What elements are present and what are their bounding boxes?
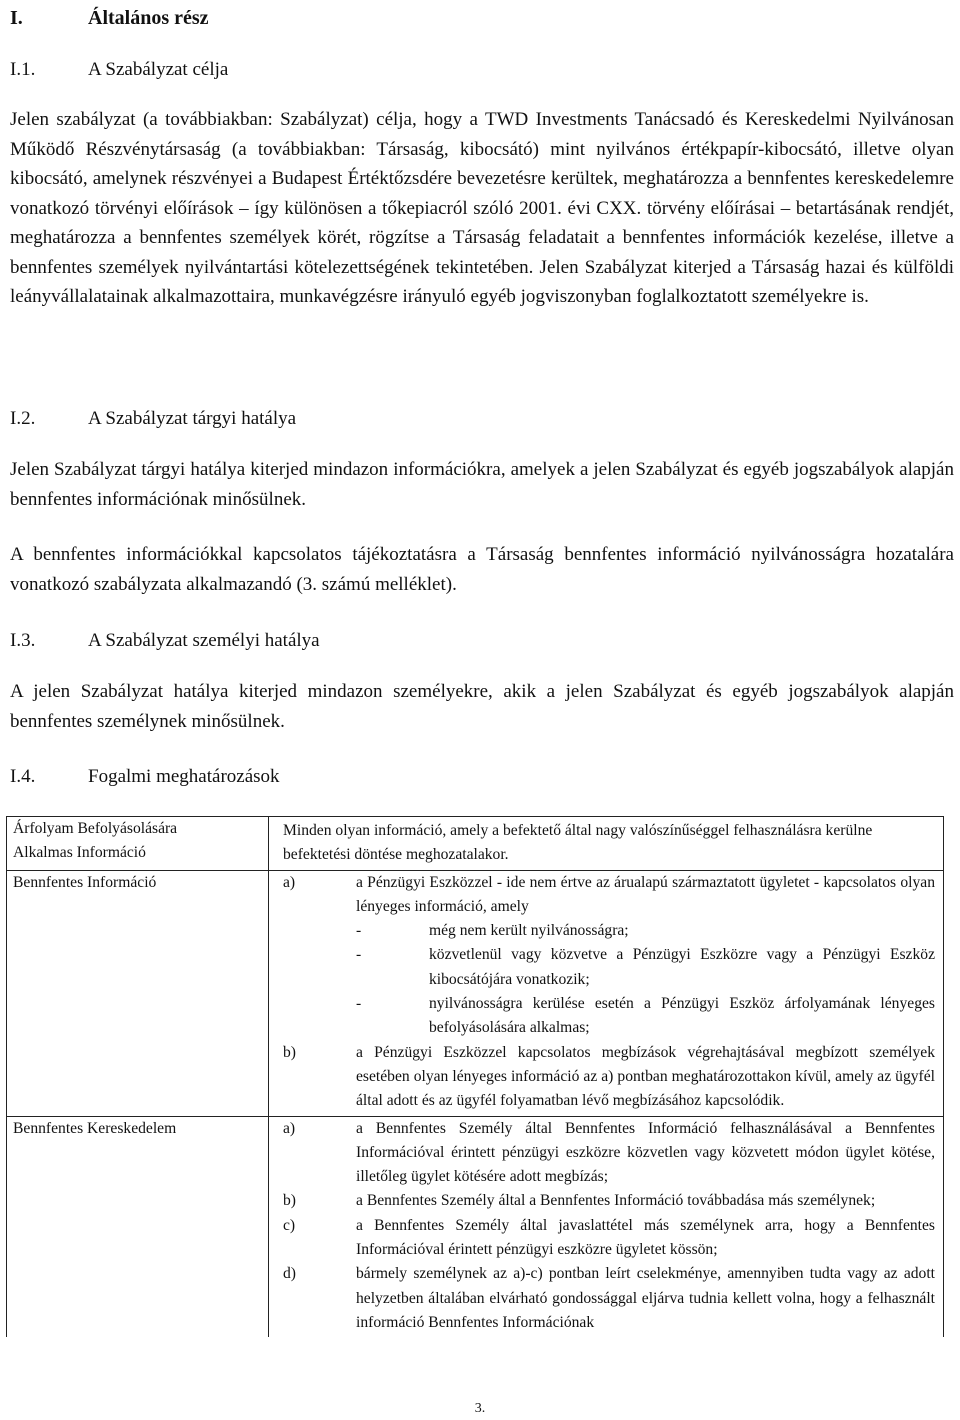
section-title: Fogalmi meghatározások xyxy=(88,766,280,787)
item-label: d) xyxy=(283,1265,296,1283)
table-row xyxy=(7,1116,944,1337)
item-text: a Bennfentes Személy által a Bennfentes Információ továbbadása más személynek; xyxy=(356,1192,876,1210)
definition-paragraph: Minden olyan információ, amely a befektető által nagy valószínűséggel felhasználásra kerülne befektetési döntése meghozatalakor. xyxy=(283,822,873,864)
term-line: Alkalmas Információ xyxy=(13,844,146,862)
section-number: I.1. xyxy=(10,59,36,80)
definitions-table xyxy=(6,816,944,1337)
section-number: I.2. xyxy=(10,408,36,429)
list-item xyxy=(283,1041,935,1114)
list-item xyxy=(283,1189,935,1213)
table-row xyxy=(7,817,944,871)
item-label: b) xyxy=(283,1043,296,1061)
table-row xyxy=(7,870,944,1116)
list-item xyxy=(283,1262,935,1335)
dash-mark: - xyxy=(356,946,362,964)
sub-item xyxy=(356,992,935,1041)
item-text: bármely személynek az a)-c) pontban leírt cselekménye, amennyiben tudta vagy az adott helyzetben általában elvárható gondossággal eljárva tudnia kellett volna, hogy a felhasznált információ Bennfentes Információnak xyxy=(356,1265,935,1331)
sub-item-text: közvetlenül vagy közvetve a Pénzügyi Eszközre vagy a Pénzügyi Eszköz kibocsátójára vonatkozik; xyxy=(429,946,935,988)
item-text: a Pénzügyi Eszközzel - ide nem értve az árualapú származtatott ügyletet - kapcsolatos olyan lényeges információ, amely xyxy=(356,873,935,915)
section-heading-1-3 xyxy=(10,626,320,656)
definition-term xyxy=(7,817,269,871)
list-item xyxy=(283,1117,935,1190)
section-heading-1-2 xyxy=(10,404,296,434)
sub-item-text: nyilvánosságra kerülése esetén a Pénzügyi Eszköz árfolyamának lényeges befolyásolására alkalmas; xyxy=(429,995,935,1037)
item-text: a Bennfentes Személy által Bennfentes Információ felhasználásával a Bennfentes Információval érintett pénzügyi eszközre közvetlen vagy közvetett módon ügylet kötése, illetőleg ügylet kötésére adott megbízás; xyxy=(356,1119,935,1186)
definition-text xyxy=(269,817,944,871)
chapter-title: Általános rész xyxy=(88,7,209,29)
purpose-paragraph: Jelen szabályzat (a továbbiakban: Szabályzat) célja, hogy a TWD Investments Tanácsadó és Kereskedelmi Nyilvánosan Működő Részvénytársaság (a továbbiakban: Társaság, kibocsátó) mint nyilvános értékpapír-kibocsátó, illetve olyan kibocsátó, amelynek részvényei a Budapest Értéktőzsdére bevezetésre kerültek, meghatározza a bennfentes kereskedelemre vonatkozó törvényi előírások – így különösen a tőkepiacról szóló 2001. évi CXX. törvény előírásai – betartásának rendjét, meghatározza a bennfentes személyek körét, rögzítse a Társaság feladatait a bennfentes információk kezelése, illetve a bennfentes személyek nyilvántartási kötelezettségének tekintetében. Jelen Szabályzat kiterjed a Társaság hazai és külföldi leányvállalatainak alkalmazottaira, munkavégzésre irányuló egyéb jogviszonyban foglalkoztatott személyekre is. xyxy=(10,109,954,307)
section-title: A Szabályzat tárgyi hatálya xyxy=(88,408,297,429)
item-text: a Pénzügyi Eszközzel kapcsolatos megbízások végrehajtásával megbízott személyek esetében olyan lényeges információ az a) pontban meghatározottakon kívül, amely az ügyfél által adott és az ügyfél folyamatban lévő megbízásához kapcsolódik. xyxy=(356,1043,935,1110)
list-item xyxy=(283,1214,935,1263)
definition-text xyxy=(269,870,944,1116)
chapter-number: I. xyxy=(10,7,23,29)
chapter-heading xyxy=(10,4,209,34)
sub-item-text: még nem került nyilvánosságra; xyxy=(429,922,629,940)
term-line: Bennfentes Kereskedelem xyxy=(13,1119,177,1137)
definition-term xyxy=(7,1116,269,1337)
item-label: b) xyxy=(283,1192,296,1210)
item-text: a Bennfentes Személy által javaslattétel más személynek arra, hogy a Bennfentes Információval érintett pénzügyi eszközre ügyletet kössön; xyxy=(356,1216,935,1259)
item-body xyxy=(356,871,935,1041)
section-number: I.3. xyxy=(10,630,36,651)
page-number: 3. xyxy=(474,1401,486,1416)
personal-scope-paragraph: A jelen Szabályzat hatálya kiterjed mindazon személyekre, akik a jelen Szabályzat és egyéb jogszabályok alapján bennfentes személynek minősülnek. xyxy=(10,681,954,732)
section-heading-1-4 xyxy=(10,762,280,792)
dash-mark: - xyxy=(356,995,362,1013)
section-heading-1-1 xyxy=(10,55,228,85)
dash-mark: - xyxy=(356,922,362,940)
definition-term xyxy=(7,870,269,1116)
item-label: a) xyxy=(283,873,296,891)
item-label: a) xyxy=(283,1119,296,1137)
term-line: Bennfentes Információ xyxy=(13,873,157,891)
disclosure-paragraph: A bennfentes információkkal kapcsolatos tájékoztatásra a Társaság bennfentes információ nyilvánosságra hozatalára vonatkozó szabályzata alkalmazandó (3. számú melléklet). xyxy=(10,544,954,595)
item-label: c) xyxy=(283,1216,296,1234)
sub-item xyxy=(356,919,935,943)
term-line: Árfolyam Befolyásolására xyxy=(13,820,178,837)
section-number: I.4. xyxy=(10,766,36,787)
sub-item xyxy=(356,943,935,992)
section-title: A Szabályzat célja xyxy=(88,59,229,80)
scope-paragraph: Jelen Szabályzat tárgyi hatálya kiterjed mindazon információkra, amelyek a jelen Szabályzat és egyéb jogszabályok alapján bennfentes információnak minősülnek. xyxy=(10,459,954,510)
definition-text xyxy=(269,1116,944,1337)
list-item xyxy=(283,871,935,1041)
section-title: A Szabályzat személyi hatálya xyxy=(88,630,320,651)
